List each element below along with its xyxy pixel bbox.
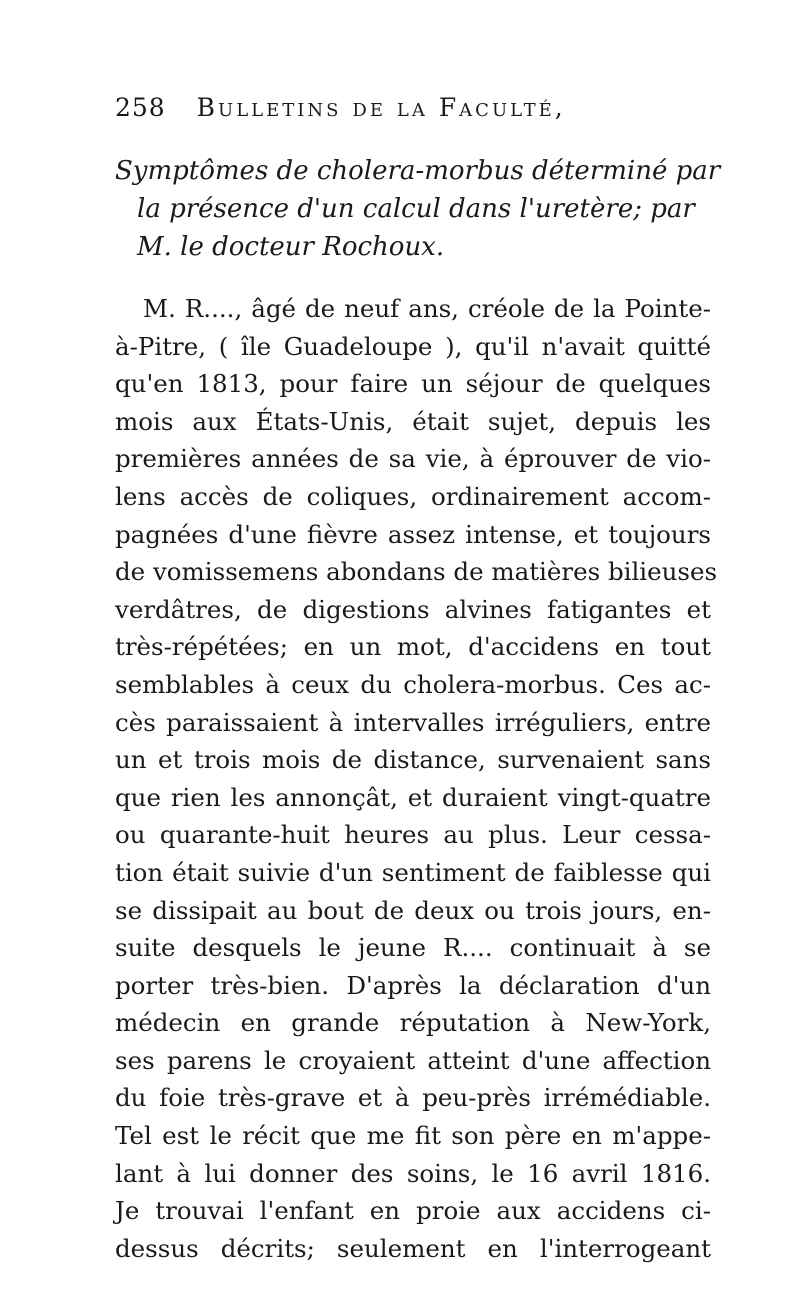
text-line: premières années de sa vie, à éprouver de vio-	[115, 444, 711, 474]
article-title-line: Symptômes de cholera-morbus déterminé par	[115, 156, 721, 186]
text-line: du foie très-grave et à peu-près irrémédiable.	[115, 1083, 711, 1113]
text-line: ses parens le croyaient atteint d'une affection	[115, 1045, 711, 1075]
text-line: lens accès de coliques, ordinairement accom-	[115, 481, 711, 511]
text-line: cès paraissaient à intervalles irréguliers, entre	[115, 707, 711, 737]
article-title-line: la présence d'un calcul dans l'uretère; par	[137, 194, 695, 224]
text-line: lant à lui donner des soins, le 16 avril 1816.	[115, 1158, 711, 1188]
text-line: Tel est le récit que me fit son père en m'appe-	[115, 1121, 711, 1151]
article-title-line: M. le docteur Rochoux.	[137, 232, 445, 262]
text-line: semblables à ceux du cholera-morbus. Ces ac-	[115, 669, 711, 699]
text-line: un et trois mois de distance, survenaient sans	[115, 745, 711, 775]
text-line: ou quarante-huit heures au plus. Leur cessa-	[115, 820, 711, 850]
running-title: Bulletins de la Faculté,	[196, 93, 566, 122]
text-line: mois aux États-Unis, était sujet, depuis les	[115, 406, 711, 436]
text-line: pagnées d'une fièvre assez intense, et toujours	[115, 519, 711, 549]
body-paragraph	[115, 290, 718, 1267]
text-line: très-répétées; en un mot, d'accidens en tout	[115, 632, 711, 662]
text-line: tion était suivie d'un sentiment de faiblesse qui	[115, 857, 711, 887]
text-line: à-Pitre, ( île Guadeloupe ), qu'il n'avait quitté	[115, 331, 711, 361]
page-number: 258	[115, 93, 166, 122]
text-line: Je trouvai l'enfant en proie aux accidens ci-	[115, 1196, 711, 1226]
text-line: porter très-bien. D'après la déclaration d'un	[115, 970, 711, 1000]
text-line: se dissipait au bout de deux ou trois jours, en-	[115, 895, 711, 925]
text-line: médecin en grande réputation à New-York,	[115, 1008, 711, 1038]
text-line: suite desquels le jeune R.... continuait à se	[115, 933, 711, 963]
text-line: verdâtres, de digestions alvines fatigantes et	[115, 594, 711, 624]
text-line: M. R...., âgé de neuf ans, créole de la Pointe-	[143, 294, 711, 323]
running-header	[115, 93, 566, 122]
article-title	[115, 152, 721, 266]
text-line: qu'en 1813, pour faire un séjour de quelques	[115, 369, 711, 399]
text-line: que rien les annonçât, et duraient vingt-quatre	[115, 782, 711, 812]
text-line: de vomissemens abondans de matières bilieuses	[115, 557, 718, 587]
text-line: dessus décrits; seulement en l'interrogeant	[115, 1233, 711, 1263]
